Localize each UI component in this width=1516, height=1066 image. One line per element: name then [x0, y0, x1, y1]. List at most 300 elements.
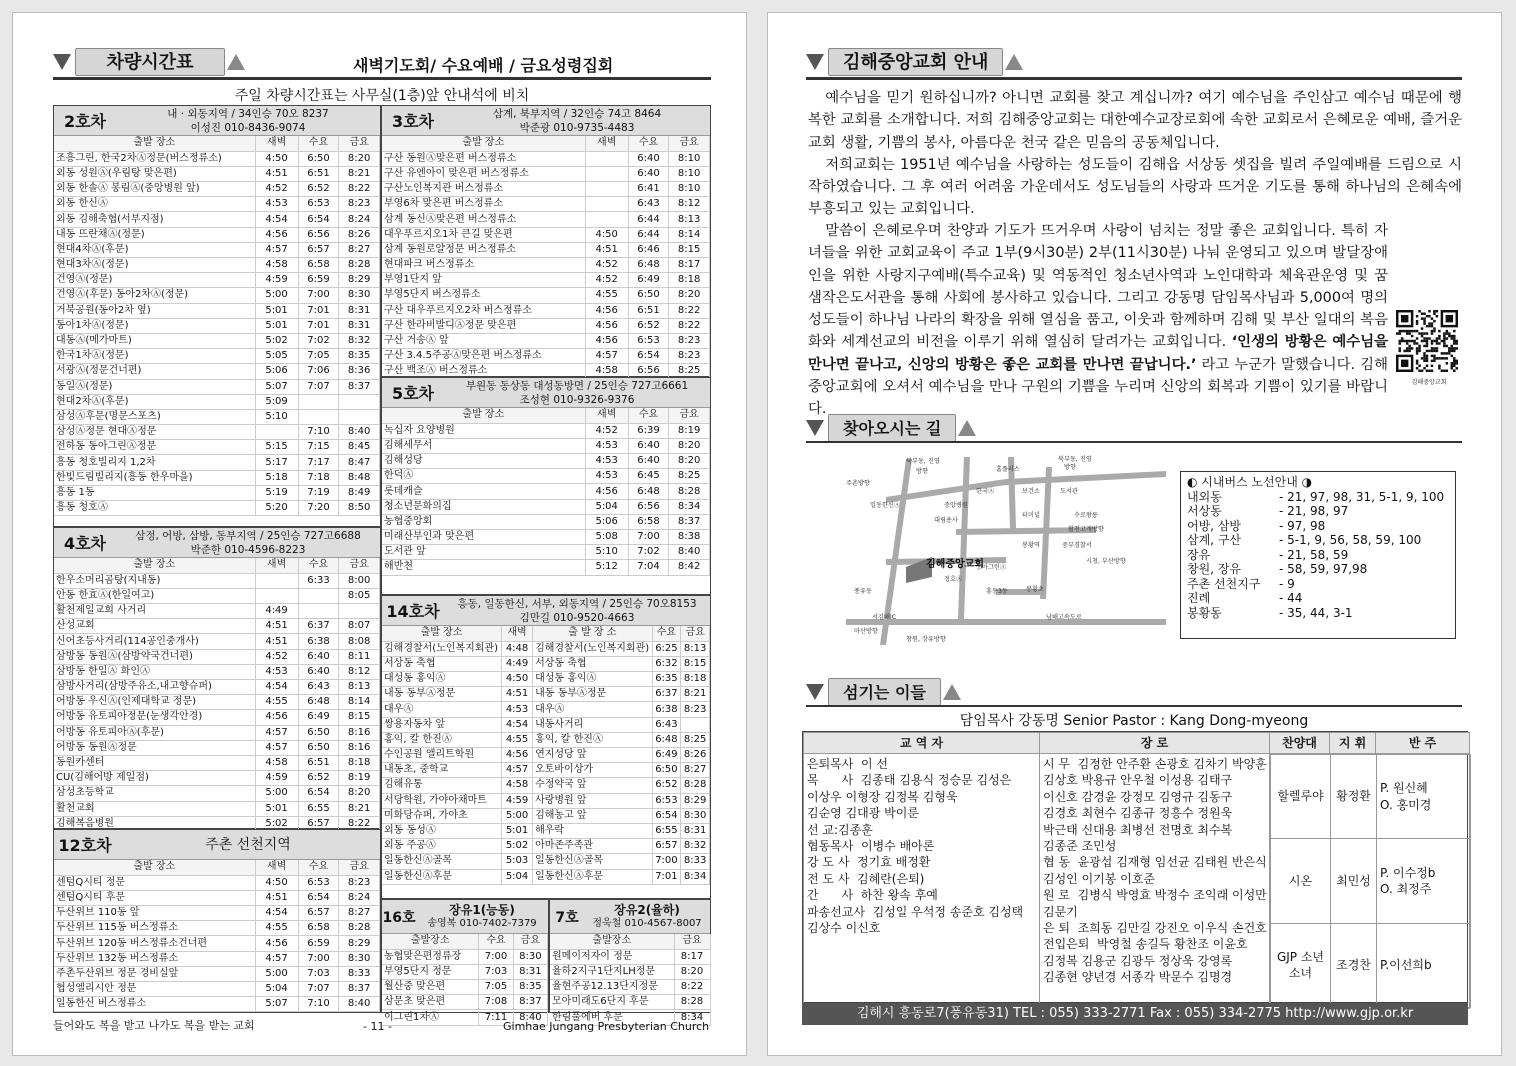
departure-time: 7:05: [298, 349, 339, 364]
stop-name: 두산위브 110동 앞: [54, 906, 255, 921]
departure-time: 4:52: [255, 649, 298, 664]
column-header: 출 발 장 소: [533, 626, 653, 641]
departure-time: 8:29: [681, 793, 710, 808]
table-row: [54, 242, 380, 257]
departure-time: 6:51: [628, 303, 669, 318]
column-header: 새벽: [585, 136, 628, 151]
departure-time: 8:13: [669, 212, 710, 227]
stop-name: 건영Ⓐ(후문) 동아2차Ⓐ(정문): [54, 288, 255, 303]
table-row: [54, 573, 380, 588]
stop-name: 어방동 우신Ⓐ(인제대학교 정문): [54, 695, 255, 710]
column-header: 출발 장소: [54, 860, 255, 875]
departure-time: 8:18: [681, 672, 710, 687]
stop-name: 서상동 축협: [533, 656, 653, 671]
route-row: [1187, 606, 1449, 621]
accompanist-cell: [1377, 923, 1471, 1007]
stop-name: 일동한신 버스정류소: [54, 997, 255, 1012]
stop-name: 대우푸르지오1차 큰길 맞은편: [382, 227, 585, 242]
table-row: [54, 936, 380, 951]
departure-time: 4:56: [255, 227, 298, 242]
departure-time: [339, 394, 380, 409]
departure-time: 5:12: [585, 560, 628, 575]
table-row: [54, 379, 380, 394]
departure-time: 7:07: [298, 379, 339, 394]
staff-title: 섬기는 이들: [828, 678, 941, 706]
departure-time: 8:31: [513, 964, 547, 979]
departure-time: 6:54: [652, 808, 681, 823]
bus3-header-row: [382, 136, 710, 151]
table-row: [54, 409, 380, 424]
stop-name: 일동한신Ⓐ골목: [382, 854, 502, 869]
departure-time: 6:57: [652, 839, 681, 854]
staff-line: 김종현 양년경 서종각 박문수 김명경: [1043, 970, 1233, 985]
departure-time: 8:30: [513, 949, 547, 964]
stop-name: 동아1차Ⓐ(정문): [54, 318, 255, 333]
departure-time: 5:04: [255, 982, 298, 997]
table-row: [382, 545, 710, 560]
departure-time: 5:02: [502, 839, 533, 854]
table-row: [54, 303, 380, 318]
departure-time: 6:41: [628, 182, 669, 197]
departure-time: 5:04: [502, 869, 533, 884]
departure-time: 4:57: [255, 242, 298, 257]
departure-time: 8:23: [669, 349, 710, 364]
route-row: [1187, 504, 1449, 519]
departure-time: 6:40: [628, 166, 669, 181]
map-label: 방향: [916, 468, 928, 475]
departure-time: 6:48: [298, 695, 339, 710]
map-label: 남해고속도로: [1046, 614, 1082, 621]
departure-time: 8:21: [339, 166, 380, 181]
table-row: [54, 921, 380, 936]
table-row: [382, 242, 710, 257]
departure-time: 8:25: [669, 364, 710, 379]
departure-time: 8:37: [513, 995, 547, 1010]
stop-name: 부영5단지 정문: [382, 964, 479, 979]
staff-line: 김성인 이기봉 이호준: [1043, 871, 1155, 886]
stop-name: 이그린1차Ⓐ: [382, 1010, 479, 1025]
bus4-number: 4호차: [63, 534, 107, 553]
departure-time: 8:28: [339, 921, 380, 936]
stop-name: 삼성Ⓐ정문 현대Ⓐ정문: [54, 425, 255, 440]
stop-name: 내동 뜨란채Ⓐ(정문): [54, 227, 255, 242]
choir-cell: 황정환: [1331, 755, 1377, 839]
table-row: [550, 949, 710, 964]
departure-time: [255, 573, 298, 588]
departure-time: [298, 604, 339, 619]
table-row: [382, 438, 710, 453]
table-row: [54, 695, 380, 710]
bus5-driver: 조성현 010-9326-9376: [519, 393, 635, 406]
column-header: 금요: [513, 934, 547, 949]
bus14-table: [381, 595, 711, 899]
departure-time: 4:52: [255, 182, 298, 197]
bus14-driver: 김만길 010-9520-4663: [519, 611, 635, 624]
departure-time: 8:32: [681, 839, 710, 854]
church-info-title: 김해중앙교회 안내: [828, 48, 1003, 76]
choir-row: [1271, 923, 1471, 1007]
route-cell: 진례: [1187, 591, 1211, 605]
bus16-driver: 송영복 010-7402-7379: [427, 917, 537, 929]
departure-time: 8:14: [669, 227, 710, 242]
bus16-area: 장유1(능동): [449, 902, 515, 917]
directions-title: 찾아오시는 길: [828, 414, 956, 442]
bus4-table: [53, 527, 381, 829]
departure-time: 6:56: [628, 364, 669, 379]
staff-line: 김정복 김용군 김광두 정상욱 강영록: [1043, 953, 1233, 968]
departure-time: 8:20: [674, 964, 710, 979]
route-cell: 봉황동: [1187, 605, 1222, 620]
departure-time: 4:55: [255, 695, 298, 710]
departure-time: 4:50: [502, 672, 533, 687]
stop-name: 구산 거송Ⓐ 앞: [382, 333, 585, 348]
table-row: [54, 680, 380, 695]
departure-time: 4:58: [585, 364, 628, 379]
departure-time: 6:55: [652, 823, 681, 838]
departure-time: 6:49: [298, 710, 339, 725]
staff-line: 목 사 김종태 김용식 정승문 김성은: [807, 773, 1012, 788]
column-header: 새벽: [502, 626, 533, 641]
map-label: 수로왕릉: [1074, 512, 1098, 519]
stop-name: 구산 동원Ⓐ맞은편 버스정류소: [382, 151, 585, 166]
stop-name: 홍익, 칼 한진Ⓐ: [533, 732, 653, 747]
map-label: 서김해IC: [872, 614, 897, 621]
staff-line: 김상호 박용규 안우철 이성용 김태구: [1043, 773, 1233, 788]
table-row: [54, 710, 380, 725]
departure-time: 4:55: [585, 288, 628, 303]
accompanist-cell: [1377, 839, 1471, 923]
column-header: 출발장소: [382, 934, 479, 949]
departure-time: 6:58: [298, 258, 339, 273]
stop-name: 김해농고 앞: [533, 808, 653, 823]
stop-name: 어방동 유토피아Ⓐ(후문): [54, 725, 255, 740]
stop-name: 월산중 맞은편: [382, 980, 479, 995]
staff-banner: [806, 677, 961, 707]
route-cell: - 9: [1279, 576, 1295, 591]
departure-time: 7:00: [628, 530, 669, 545]
departure-time: 6:49: [628, 273, 669, 288]
bus14-number: 14호차: [386, 602, 440, 621]
stop-name: 어방동 동원Ⓐ정문: [54, 740, 255, 755]
departure-time: 8:37: [339, 379, 380, 394]
departure-time: 8:00: [339, 573, 380, 588]
departure-time: 6:35: [652, 672, 681, 687]
map-label: 흥동3동: [986, 588, 1008, 595]
route-cell: 내외동: [1187, 489, 1222, 504]
departure-time: 6:57: [298, 906, 339, 921]
departure-time: 5:00: [255, 288, 298, 303]
column-header: 금요: [674, 934, 710, 949]
accompanist-cell: [1377, 755, 1471, 839]
stop-name: 한빛드림빌리지(흥동 한우마을): [54, 470, 255, 485]
departure-time: 5:04: [585, 499, 628, 514]
departure-time: 4:56: [585, 333, 628, 348]
departure-time: 4:55: [502, 732, 533, 747]
departure-time: 6:37: [298, 619, 339, 634]
bus3-number: 3호차: [391, 112, 435, 131]
stop-name: 수인공원 앨리트학원: [382, 748, 502, 763]
route-cell: - 35, 44, 3-1: [1279, 605, 1353, 620]
stop-name: 홍익, 칼 한진Ⓐ: [382, 732, 502, 747]
departure-time: 8:16: [339, 725, 380, 740]
route-row: [1187, 533, 1449, 548]
stop-name: 주촌두산위브 정문 경비실앞: [54, 966, 255, 981]
departure-time: 4:58: [502, 778, 533, 793]
route-cell: 서상동: [1187, 504, 1222, 518]
staff-line: 선 교:김종훈: [807, 822, 873, 837]
departure-time: [298, 588, 339, 603]
departure-time: 8:25: [681, 732, 710, 747]
stop-name: 대성동 홍익Ⓐ: [382, 672, 502, 687]
departure-time: 8:07: [339, 619, 380, 634]
departure-time: 8:23: [339, 875, 380, 890]
table-row: [54, 951, 380, 966]
table-row: [54, 227, 380, 242]
stop-name: 부영5단지 버스정류소: [382, 288, 585, 303]
departure-time: 8:40: [339, 997, 380, 1012]
column-header: 금요: [669, 136, 710, 151]
departure-time: 4:50: [585, 227, 628, 242]
departure-time: 6:50: [652, 763, 681, 778]
stop-name: 내동초, 중학교: [382, 763, 502, 778]
departure-time: [255, 425, 298, 440]
departure-time: 4:58: [255, 258, 298, 273]
departure-time: 4:57: [255, 740, 298, 755]
departure-time: 8:12: [669, 197, 710, 212]
staff-line: 전 도 사 김혜란(은퇴): [807, 871, 925, 886]
departure-time: 8:47: [339, 455, 380, 470]
table-row: [382, 258, 710, 273]
table-row: [382, 641, 710, 656]
table-row: [54, 212, 380, 227]
departure-time: 4:54: [502, 717, 533, 732]
stop-name: 외동 동성Ⓐ: [382, 823, 502, 838]
staff-line: 박근태 신대용 최병선 전명호 최수복: [1043, 822, 1233, 837]
footer-motto: 들어와도 복을 받고 나가도 복을 받는 교회: [53, 1019, 255, 1032]
table-row: [382, 303, 710, 318]
table-row: [54, 470, 380, 485]
table-row: [54, 906, 380, 921]
stop-name: 일동한신Ⓐ후문: [382, 869, 502, 884]
choir-cell: GJP 소년소녀: [1271, 923, 1331, 1007]
departure-time: 5:10: [255, 409, 298, 424]
intro-paragraph-1: 예수님을 믿기 원하십니까? 아니면 교회를 찾고 계십니까? 여기 예수님을 주인삼고 예수님 때문에 행복한 교회를 소개합니다. 저희 김해중앙교회는 대한예수교장로회에 속한 교회로서 은혜로운 예배, 즐거운 교회 생활, 기쁨의 봉사, 아름다운 천국 같은 믿음의 공동체입니다.: [808, 90, 1462, 151]
departure-time: 7:11: [479, 1010, 513, 1025]
departure-time: 8:33: [681, 854, 710, 869]
staff-line: 시 무 김정한 안주환 손광호 김차기 박양훈: [1043, 757, 1267, 771]
departure-time: [585, 182, 628, 197]
column-header: 출발 장소: [382, 408, 585, 423]
departure-time: 4:59: [255, 273, 298, 288]
staff-line: 김종준 조민성: [1043, 839, 1117, 854]
departure-time: 6:40: [628, 454, 669, 469]
departure-time: 8:29: [339, 273, 380, 288]
departure-time: 5:18: [255, 470, 298, 485]
departure-time: 5:05: [255, 349, 298, 364]
stop-name: 현대파크 버스정류소: [382, 258, 585, 273]
map-church-label: 김해중앙교회: [926, 559, 984, 570]
column-header: 금요: [669, 408, 710, 423]
accompanist: P. 원신혜: [1380, 781, 1428, 796]
departure-time: 8:40: [669, 545, 710, 560]
departure-time: 7:08: [479, 995, 513, 1010]
directions-banner: [806, 413, 976, 443]
stop-name: 미래산부인과 맞은편: [382, 530, 585, 545]
bus7-driver: 정욱철 010-4567-8007: [592, 917, 702, 929]
departure-time: 8:25: [669, 469, 710, 484]
departure-time: 6:43: [628, 197, 669, 212]
departure-time: 8:05: [339, 588, 380, 603]
departure-time: 8:45: [339, 440, 380, 455]
table-row: [382, 182, 710, 197]
departure-time: 6:51: [298, 166, 339, 181]
column-header: 금요: [339, 558, 380, 573]
stop-name: 내동 동부Ⓐ정문: [382, 687, 502, 702]
departure-time: 4:53: [585, 438, 628, 453]
bus5-table: [381, 377, 711, 595]
staff-column-header: 교 역 자: [804, 733, 1040, 754]
stop-name: 율하2지구1단지LH정문: [550, 964, 674, 979]
table-row: [382, 514, 710, 529]
column-header: 수요: [479, 934, 513, 949]
departure-time: 6:39: [628, 423, 669, 438]
column-header: 출발 장소: [54, 558, 255, 573]
staff-column-header: 반 주: [1376, 733, 1470, 754]
departure-time: 7:18: [298, 470, 339, 485]
departure-time: 8:20: [669, 438, 710, 453]
departure-time: 5:20: [255, 501, 298, 516]
stop-name: 녹십자 요양병원: [382, 423, 585, 438]
departure-time: 4:52: [585, 423, 628, 438]
departure-time: 8:15: [669, 242, 710, 257]
stop-name: 활천교회: [54, 801, 255, 816]
staff-line: 협동목사 이병수 배아론: [807, 839, 935, 854]
stop-name: 삼문초 맞은편: [382, 995, 479, 1010]
departure-time: 4:58: [255, 755, 298, 770]
column-header: 수요: [628, 136, 669, 151]
departure-time: 8:34: [674, 1010, 710, 1025]
departure-time: 6:40: [628, 151, 669, 166]
departure-time: 6:50: [628, 288, 669, 303]
departure-time: 8:21: [339, 801, 380, 816]
departure-time: 6:57: [298, 816, 339, 831]
table-row: [382, 808, 710, 823]
table-row: [382, 499, 710, 514]
stop-name: 해반천: [382, 560, 585, 575]
stop-name: 거북공원(동아2차 옆): [54, 303, 255, 318]
departure-time: 7:00: [479, 949, 513, 964]
departure-time: 4:51: [255, 890, 298, 905]
departure-time: 6:40: [298, 649, 339, 664]
map-label: 마산방향: [854, 628, 878, 635]
departure-time: 7:00: [298, 288, 339, 303]
bus12-table: [53, 829, 381, 1013]
staff-line: 강 도 사 정기효 배정환: [807, 855, 931, 870]
departure-time: 8:20: [339, 151, 380, 166]
map-label: 북부동, 진영: [1058, 456, 1092, 463]
departure-time: 7:02: [628, 545, 669, 560]
table-row: [54, 634, 380, 649]
stop-name: 일동한신Ⓐ골목: [533, 854, 653, 869]
church-info-banner: [806, 47, 1023, 77]
stop-name: 수정약국 앞: [533, 778, 653, 793]
staff-line: 김순영 김대광 박이룬: [807, 806, 919, 821]
table-row: [382, 748, 710, 763]
bus16-table: [381, 899, 549, 1023]
stop-name: 삼계 동신Ⓐ맞은편 버스정류소: [382, 212, 585, 227]
departure-time: 4:56: [585, 484, 628, 499]
table-row: [382, 672, 710, 687]
clergy-list: [804, 754, 1040, 1009]
departure-time: [298, 409, 339, 424]
departure-time: 8:37: [339, 982, 380, 997]
bus5-header-row: [382, 408, 710, 423]
bus4-header-row: [54, 558, 380, 573]
stop-name: 서광Ⓐ(정문건너편): [54, 364, 255, 379]
table-row: [382, 980, 548, 995]
departure-time: 6:53: [652, 793, 681, 808]
stop-name: 대우Ⓐ: [533, 702, 653, 717]
stop-name: 오토바이상가: [533, 763, 653, 778]
table-row: [382, 964, 548, 979]
departure-time: 4:51: [255, 634, 298, 649]
map-label: 봉황초: [1026, 586, 1044, 593]
stop-name: 외동 김해축협(서부지점): [54, 212, 255, 227]
table-row: [54, 664, 380, 679]
table-row: [54, 455, 380, 470]
departure-time: 6:33: [298, 573, 339, 588]
departure-time: 4:54: [255, 906, 298, 921]
departure-time: 8:27: [681, 763, 710, 778]
staff-line: 간 사 하찬 왕속 후예: [807, 888, 938, 903]
stop-name: 흥동 청호Ⓐ: [54, 501, 255, 516]
departure-time: 8:27: [339, 242, 380, 257]
stop-name: 삼성Ⓐ후문(명문스포츠): [54, 409, 255, 424]
departure-time: 4:50: [255, 151, 298, 166]
stop-name: 서상동 축협: [382, 656, 502, 671]
stop-name: 김해경찰서(노인복지회관): [382, 641, 502, 656]
stop-name: 대동Ⓐ(메가마트): [54, 333, 255, 348]
table-row: [54, 771, 380, 786]
banner-rule: [806, 705, 1462, 707]
column-header: 금요: [681, 626, 710, 641]
table-row: [382, 763, 710, 778]
departure-time: 4:55: [255, 921, 298, 936]
table-row: [382, 318, 710, 333]
stop-name: 삼방동 동원Ⓐ(삼방약국건너편): [54, 649, 255, 664]
church-intro-3: [808, 220, 1462, 418]
route-cell: - 44: [1279, 591, 1303, 605]
table-row: [382, 656, 710, 671]
table-row: [54, 997, 380, 1012]
stop-name: 산성교회: [54, 619, 255, 634]
departure-time: [255, 588, 298, 603]
stop-name: 연지성당 앞: [533, 748, 653, 763]
departure-time: 8:26: [339, 227, 380, 242]
table-row: [54, 425, 380, 440]
stop-name: 김해유통: [382, 778, 502, 793]
table-row: [382, 687, 710, 702]
staff-column-header: 장 로: [1040, 733, 1270, 754]
departure-time: 8:10: [669, 166, 710, 181]
stop-name: 외동 주공Ⓐ: [382, 839, 502, 854]
elder-list: [1040, 754, 1270, 1009]
table-row: [54, 740, 380, 755]
departure-time: 5:00: [255, 786, 298, 801]
stop-name: 조흥그린, 한국2차Ⓐ정문(버스정류소): [54, 151, 255, 166]
church-address: 김해시 흥동로7(풍유동31) TEL : 055) 333-2771 Fax : 055) 334-2775 http://www.gjp.or.kr: [802, 1003, 1468, 1025]
stop-name: 한우소머리곰탕(지내동): [54, 573, 255, 588]
